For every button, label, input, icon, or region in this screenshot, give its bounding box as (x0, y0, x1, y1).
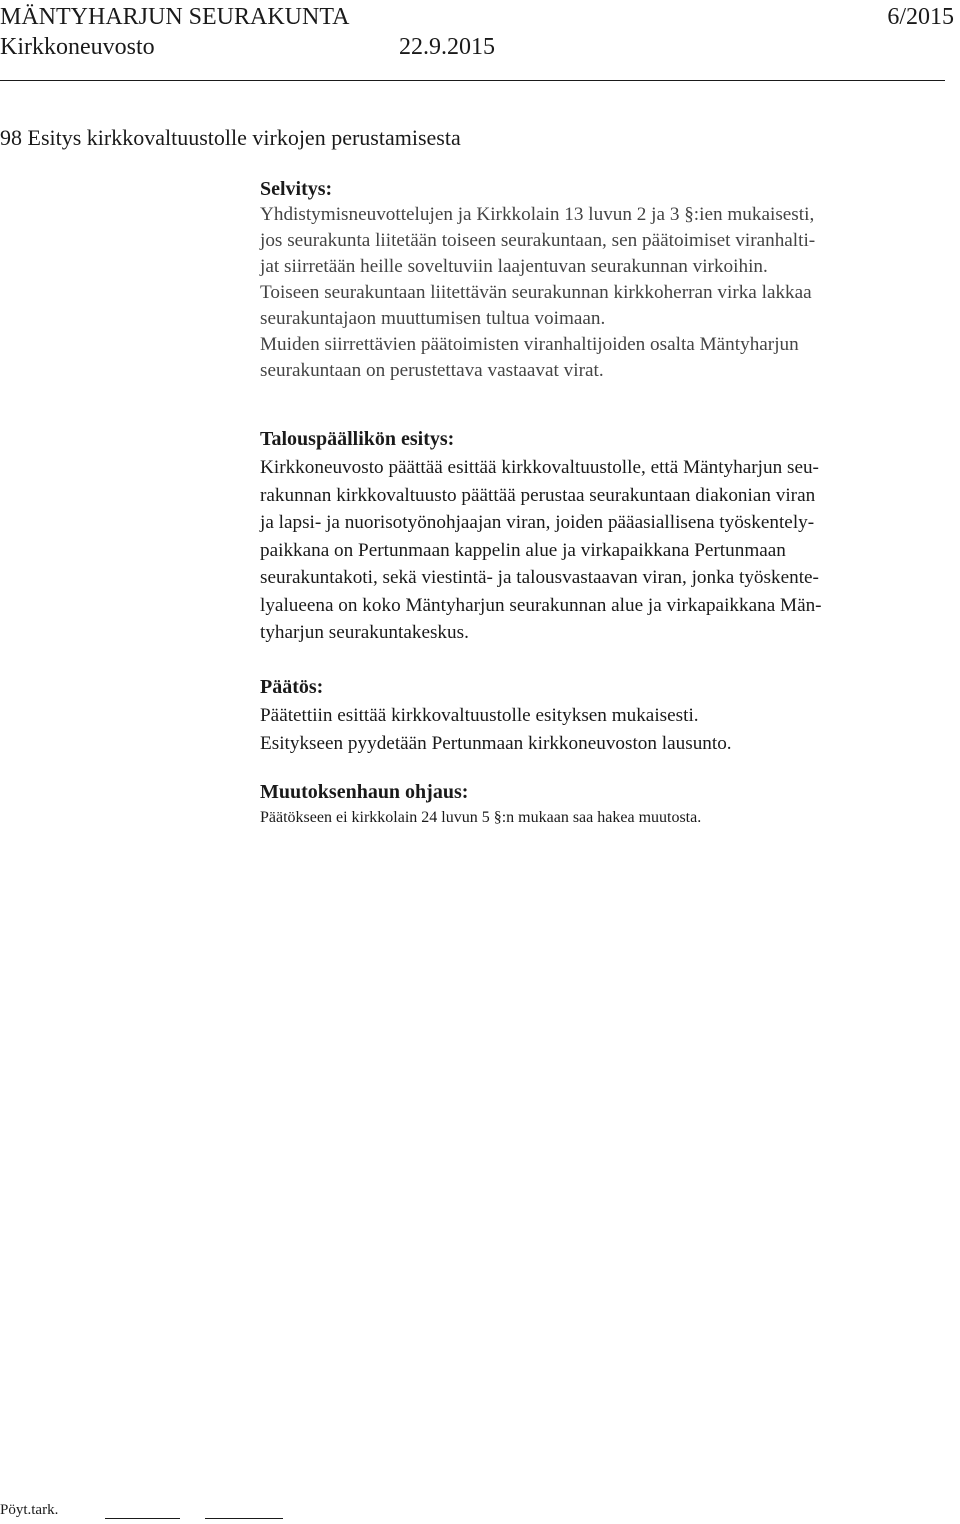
signature-line (205, 1518, 283, 1519)
section-body (260, 202, 940, 384)
text-line: Päätettiin esittää kirkkovaltuustolle esityksen mukaisesti. (260, 705, 699, 726)
issue-number: 6/2015 (887, 4, 954, 30)
text-line: Päätökseen ei kirkkolain 24 luvun 5 §:n mukaan saa hakea muutosta. (260, 809, 702, 826)
text-line: seurakuntaan on perustettava vastaavat virat. (260, 360, 604, 381)
text-line: Toiseen seurakuntaan liitettävän seurakunnan kirkkoherran virka lakkaa (260, 282, 812, 303)
text-line: seurakuntajaon muuttumisen tultua voimaan. (260, 308, 606, 329)
text-line: Muiden siirrettävien päätoimisten viranhaltijoiden osalta Mäntyharjun (260, 334, 799, 355)
text-line: paikkana on Pertunmaan kappelin alue ja virkapaikkana Pertunmaan (260, 539, 786, 561)
text-line: tyharjun seurakuntakeskus. (260, 622, 469, 643)
meeting-date: 22.9.2015 (399, 34, 495, 60)
section-heading: Talouspäällikön esitys: (260, 428, 455, 450)
organization-name: MÄNTYHARJUN SEURAKUNTA (0, 4, 350, 30)
section-body (260, 807, 940, 829)
meeting-body: Kirkkoneuvosto (0, 34, 155, 60)
text-line: Esitykseen pyydetään Pertunmaan kirkkoneuvoston lausunto. (260, 733, 732, 754)
section-paatos (260, 672, 940, 758)
section-muutoksenhaun-ohjaus (260, 777, 940, 829)
section-body (260, 454, 940, 647)
text-line: jat siirretään heille soveltuviin laajentuvan seurakunnan virkoihin. (260, 256, 768, 277)
section-selvitys (260, 176, 940, 384)
section-talouspaallikon-esitys (260, 424, 940, 647)
text-line: jos seurakunta liitetään toiseen seurakuntaan, sen päätoimiset viranhalti- (260, 230, 816, 251)
text-line: Kirkkoneuvosto päättää esittää kirkkovaltuustolle, että Mäntyharjun seu- (260, 457, 819, 478)
section-heading: Muutoksenhaun ohjaus: (260, 781, 469, 803)
text-line: seurakuntakoti, sekä viestintä- ja talousvastaavan viran, jonka työskente- (260, 567, 819, 588)
section-heading: Selvitys: (260, 178, 333, 200)
text-line: Yhdistymisneuvottelujen ja Kirkkolain 13 luvun 2 ja 3 §:ien mukaisesti, (260, 204, 815, 225)
text-line: lyalueena on koko Mäntyharjun seurakunnan alue ja virkapaikkana Män- (260, 594, 822, 616)
section-heading: Päätös: (260, 676, 324, 698)
item-title: 98 Esitys kirkkovaltuustolle virkojen perustamisesta (0, 125, 461, 150)
minutes-checker-label: Pöyt.tark. (0, 1502, 59, 1518)
header-divider (0, 80, 945, 81)
section-body (260, 702, 940, 758)
text-line: ja lapsi- ja nuorisotyönohjaajan viran, joiden pääasiallisena työskentely- (260, 512, 815, 533)
signature-line (105, 1518, 180, 1519)
text-line: rakunnan kirkkovaltuusto päättää perustaa seurakuntaan diakonian viran (260, 484, 816, 506)
